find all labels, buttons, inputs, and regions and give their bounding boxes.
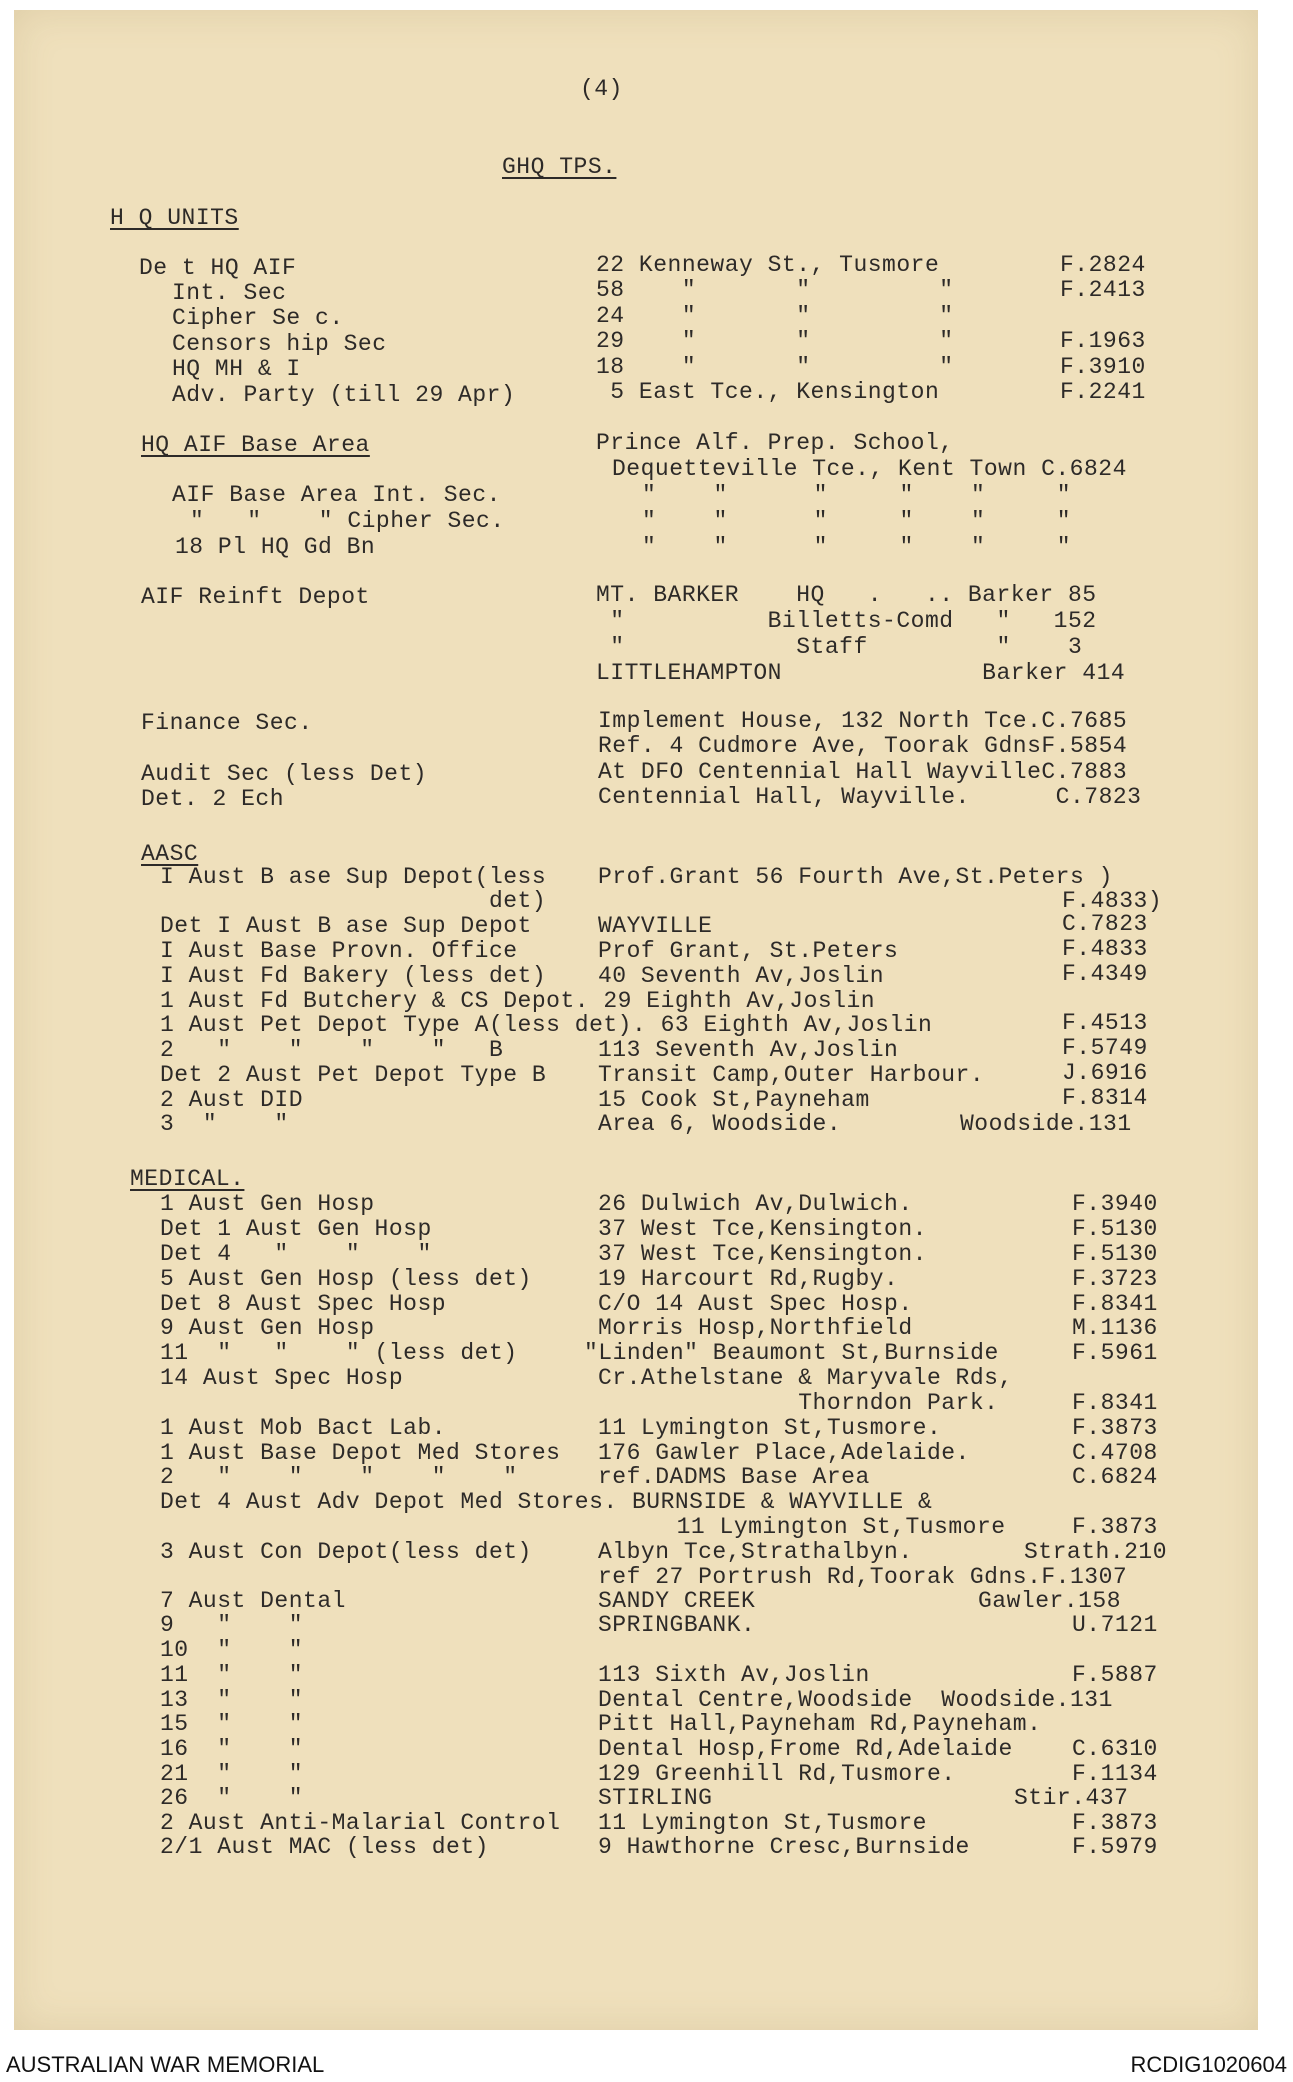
unit-name: Det 2 Aust Pet Depot Type B [160,1062,547,1088]
unit-name: Censors hip Sec [172,331,387,357]
base-area-heading: HQ AIF Base Area [141,432,370,458]
unit-address: 26 Dulwich Av,Dulwich. [598,1191,913,1217]
unit-phone: Woodside.131 [960,1111,1132,1137]
unit-phone: F.2241 [1060,379,1146,405]
unit-name: Int. Sec [172,280,287,306]
unit-phone: F.1963 [1060,328,1146,354]
unit-address: 29 " " " [596,328,954,354]
unit-phone: Strath.210 [1024,1539,1168,1565]
unit-address: 113 Sixth Av,Joslin [598,1662,870,1688]
unit-name: 1 Aust Base Depot Med Stores [160,1440,561,1466]
unit-phone: F.4513 [1062,1010,1148,1036]
unit-phone: C.6824 [1072,1464,1158,1490]
unit-name: 3 " " [160,1111,289,1137]
unit-name: 2 Aust Anti-Malarial Control [160,1810,561,1836]
unit-phone: Gawler.158 [978,1588,1122,1614]
unit-phone: F.3910 [1060,354,1146,380]
unit-address: Albyn Tce,Strathalbyn. [598,1539,913,1565]
unit-name: HQ MH & I [172,356,301,382]
ditto-marks: " " " " " " [642,534,1072,560]
unit-name: " " " Cipher Sec. [190,508,505,534]
unit-phone: U.7121 [1072,1612,1158,1638]
unit-address: Dental Centre,Woodside Woodside.131 [598,1687,1113,1713]
unit-address: WAYVILLE [598,913,713,939]
unit-phone: F.5887 [1072,1662,1158,1688]
archive-credit: AUSTRALIAN WAR MEMORIAL [6,2052,325,2077]
unit-phone: C.7823 [1062,911,1148,937]
unit-phone: J.6916 [1062,1060,1148,1086]
unit-address: Transit Camp,Outer Harbour. [598,1062,985,1088]
unit-phone: F.3873 [1072,1810,1158,1836]
page-title: GHQ TPS. [502,154,617,180]
unit-name: 1 Aust Pet Depot Type A(less det). 63 Eighth Av,Joslin [160,1012,933,1038]
unit-address: Cr.Athelstane & Maryvale Rds, [598,1365,1013,1391]
unit-name: 5 Aust Gen Hosp (less det) [160,1266,532,1292]
unit-address: ref.DADMS Base Area [598,1464,870,1490]
unit-address: "Linden" Beaumont St,Burnside [584,1340,999,1366]
unit-name: 16 " " [160,1736,304,1762]
unit-name: 10 " " [160,1637,304,1663]
unit-phone: F.8314 [1062,1085,1148,1111]
unit-address: 40 Seventh Av,Joslin [598,963,885,989]
unit-phone: Stir.437 [1014,1785,1129,1811]
ditto-marks: " " " " " " [642,508,1072,534]
unit-phone: C.4708 [1072,1440,1158,1466]
unit-address: ref 27 Portrush Rd,Toorak Gdns.F.1307 [598,1564,1128,1590]
unit-address: 5 East Tce., Kensington [596,379,940,405]
unit-address: Centennial Hall, Wayville. C.7823 [598,784,1142,810]
unit-name: 11 " " [160,1662,304,1688]
unit-name: Det 4 " " " [160,1241,432,1267]
unit-address: Area 6, Woodside. [598,1111,842,1137]
unit-name: 3 Aust Con Depot(less det) [160,1539,532,1565]
unit-address: SANDY CREEK [598,1588,756,1614]
unit-name: Det 4 Aust Adv Depot Med Stores. BURNSIDE & WAYVILLE & [160,1489,933,1515]
medical-heading: MEDICAL. [130,1166,245,1192]
unit-address: Pitt Hall,Payneham Rd,Payneham. [598,1711,1042,1737]
unit-name: 21 " " [160,1761,304,1787]
unit-address: STIRLING [598,1785,713,1811]
unit-name: 7 Aust Dental [160,1588,346,1614]
unit-name: 11 " " " (less det) [160,1340,518,1366]
unit-phone: F.5961 [1072,1340,1158,1366]
unit-name: Adv. Party (till 29 Apr) [172,382,516,408]
unit-phone: F.3940 [1072,1191,1158,1217]
unit-name: 15 " " [160,1711,304,1737]
unit-address: 58 " " " [596,277,954,303]
unit-name: 1 Aust Fd Butchery & CS Depot. 29 Eighth Av,Joslin [160,988,876,1014]
unit-name: 2 " " " " B [160,1037,504,1063]
unit-phone: F.2413 [1060,277,1146,303]
unit-address: Ref. 4 Cudmore Ave, Toorak GdnsF.5854 [598,733,1128,759]
reinft-line: " Billetts-Comd " 152 [596,608,1097,634]
unit-phone: F.2824 [1060,252,1146,278]
unit-name: 14 Aust Spec Hosp [160,1365,404,1391]
unit-name: I Aust Fd Bakery (less det) [160,963,547,989]
unit-name: Finance Sec. [141,710,313,736]
unit-name: 26 " " [160,1785,304,1811]
unit-phone: F.8341 [1072,1390,1158,1416]
unit-name: 9 Aust Gen Hosp [160,1315,375,1341]
unit-phone: F.4349 [1062,961,1148,987]
unit-phone: F.5979 [1072,1834,1158,1860]
unit-name: 2 Aust DID [160,1087,304,1113]
unit-address: Prof Grant, St.Peters [598,938,899,964]
unit-name: 2/1 Aust MAC (less det) [160,1834,489,1860]
unit-name: De t HQ AIF [139,255,297,281]
unit-address: SPRINGBANK. [598,1612,756,1638]
archive-reference: RCDIG1020604 [1130,2052,1287,2077]
aasc-heading: AASC [141,841,199,867]
unit-phone: F.3873 [1072,1415,1158,1441]
unit-phone: C.6310 [1072,1736,1158,1762]
unit-name: det) [160,888,547,914]
unit-address: 113 Seventh Av,Joslin [598,1037,899,1063]
unit-address: 15 Cook St,Payneham [598,1087,870,1113]
unit-name: Det 8 Aust Spec Hosp [160,1291,447,1317]
page-number: (4) [580,76,623,102]
unit-name: 9 " " [160,1612,304,1638]
base-area-address-2: Dequetteville Tce., Kent Town C.6824 [612,456,1127,482]
unit-phone: F.5130 [1072,1241,1158,1267]
unit-phone: F.5130 [1072,1216,1158,1242]
unit-address: At DFO Centennial Hall WayvilleC.7883 [598,759,1128,785]
reinft-line: " Staff " 3 [596,634,1083,660]
unit-address: 11 Lymington St,Tusmore [598,1810,927,1836]
unit-phone: F.4833) [1062,888,1163,914]
unit-address: 19 Harcourt Rd,Rugby. [598,1266,899,1292]
reinft-line: MT. BARKER HQ . .. Barker 85 [596,582,1097,608]
unit-name: AIF Reinft Depot [141,584,370,610]
unit-name: Audit Sec (less Det) [141,761,428,787]
unit-address: 11 Lymington St,Tusmore. [598,1415,942,1441]
unit-phone: F.8341 [1072,1291,1158,1317]
unit-name: I Aust B ase Sup Depot(less [160,864,547,890]
unit-address: Dental Hosp,Frome Rd,Adelaide [598,1736,1013,1762]
document-page [14,10,1258,2030]
unit-address: Thorndon Park. [598,1390,999,1416]
unit-address: 11 Lymington St,Tusmore [648,1514,1006,1540]
unit-name: AIF Base Area Int. Sec. [172,482,501,508]
unit-address: 129 Greenhill Rd,Tusmore. [598,1761,956,1787]
unit-name: Det. 2 Ech [141,786,285,812]
unit-name: Det I Aust B ase Sup Depot [160,913,532,939]
unit-name: I Aust Base Provn. Office [160,938,518,964]
unit-name: 13 " " [160,1687,304,1713]
base-area-address-1: Prince Alf. Prep. School, [596,430,954,456]
unit-address: 37 West Tce,Kensington. [598,1241,927,1267]
unit-address: Morris Hosp,Northfield [598,1315,913,1341]
unit-name: 2 " " " " " [160,1464,518,1490]
unit-phone: F.3873 [1072,1514,1158,1540]
unit-name: Cipher Se c. [172,305,344,331]
unit-address: C/O 14 Aust Spec Hosp. [598,1291,913,1317]
unit-phone: F.3723 [1072,1266,1158,1292]
reinft-line: LITTLEHAMPTON Barker 414 [596,660,1126,686]
unit-address: 22 Kenneway St., Tusmore [596,252,940,278]
unit-phone: F.5749 [1062,1035,1148,1061]
hq-units-heading: H Q UNITS [110,205,239,231]
unit-address: 18 " " " [596,354,954,380]
unit-phone: F.4833 [1062,936,1148,962]
unit-name: 18 Pl HQ Gd Bn [175,534,376,560]
unit-phone: M.1136 [1072,1315,1158,1341]
unit-address: Prof.Grant 56 Fourth Ave,St.Peters ) [598,864,1113,890]
unit-address: Implement House, 132 North Tce.C.7685 [598,708,1128,734]
unit-address: 24 " " " [596,303,954,329]
unit-address: 37 West Tce,Kensington. [598,1216,927,1242]
ditto-marks: " " " " " " [642,482,1072,508]
unit-phone: F.1134 [1072,1761,1158,1787]
unit-name: 1 Aust Mob Bact Lab. [160,1415,447,1441]
unit-address: 9 Hawthorne Cresc,Burnside [598,1834,970,1860]
unit-name: 1 Aust Gen Hosp [160,1191,375,1217]
unit-address: 176 Gawler Place,Adelaide. [598,1440,970,1466]
unit-name: Det 1 Aust Gen Hosp [160,1216,432,1242]
